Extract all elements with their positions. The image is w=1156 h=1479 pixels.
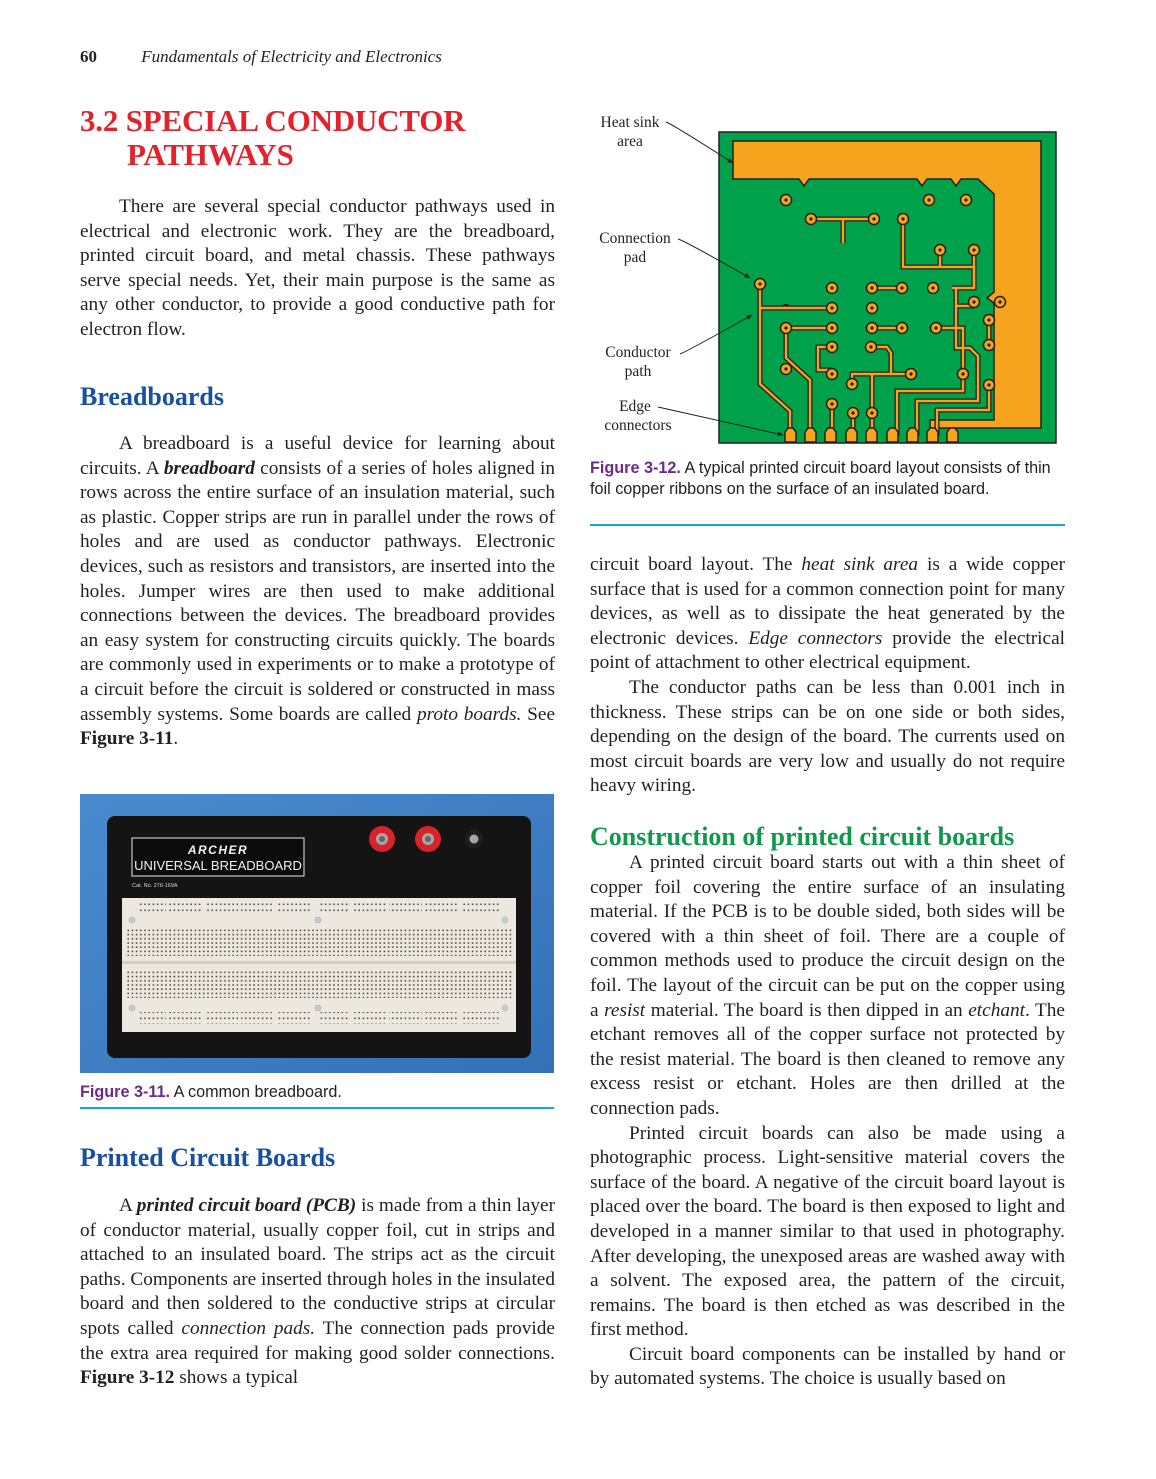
term-edge-connectors: Edge connectors bbox=[748, 627, 883, 649]
svg-text:Cat. No. 276-169A: Cat. No. 276-169A bbox=[132, 883, 178, 889]
term-resist: resist bbox=[604, 999, 646, 1021]
breadboards-heading: Breadboards bbox=[80, 382, 224, 411]
callout-connection-pad-line1: Connection bbox=[599, 230, 671, 247]
callout-conductor-path-line1: Conductor bbox=[605, 344, 671, 361]
breadboard-image bbox=[80, 794, 554, 1073]
heat-sink-paragraph: circuit board layout. The heat sink area is a wide copper surface that is used for a common connection point for many devices, as well as to dissipate the heat generated by the electronic devices. Edge connectors provide the electrical point of attachment to other electrical equipment. bbox=[590, 554, 1066, 674]
intro-text: There are several special conductor pathways used in electrical and electronic work. They are the breadboard, printed circuit board, and metal chassis. These pathways serve special needs. Yet, their main purpose is the same as any other conductor, to provide a good conductive path for electron flow. bbox=[80, 196, 555, 340]
term-pcb: printed circuit board (PCB) bbox=[136, 1195, 357, 1216]
term-breadboard: breadboard bbox=[163, 457, 255, 479]
figure-3-11-label: Figure 3-11. bbox=[80, 1083, 170, 1101]
figure-3-12-reference: Figure 3-12 bbox=[80, 1367, 175, 1389]
callout-heat-sink-line1: Heat sink bbox=[600, 114, 660, 131]
pcb-diagram bbox=[590, 108, 1065, 453]
svg-text:UNIVERSAL BREADBOARD: UNIVERSAL BREADBOARD bbox=[134, 858, 302, 873]
callout-conductor-path-line2: path bbox=[624, 363, 652, 380]
section-title bbox=[80, 104, 560, 172]
pcb-heading: Printed Circuit Boards bbox=[80, 1143, 336, 1172]
thickness-paragraph: The conductor paths can be less than 0.001 inch in thickness. These strips can be on one side or both sides, depending on the design of the board. The currents used on most circuit boards are very low and usually do not require heavy wiring. bbox=[590, 676, 1065, 797]
callout-connection-pad-line2: pad bbox=[623, 249, 647, 266]
breadboards-paragraph bbox=[80, 432, 555, 752]
section-title-line1: 3.2 SPECIAL CONDUCTOR bbox=[80, 103, 466, 138]
figure-3-11-reference: Figure 3-11 bbox=[80, 728, 174, 750]
pcb-text: A printed circuit board (PCB) is made from a thin layer of conductor material, usually copper foil, cut in strips and attached to an insulated board. The strips act as the circuit paths. Components are inserted through holes in the insulated board and then soldered to the conductive strips at circular spots called connection pads. The connection pads provide the extra area required for making good solder connections. Figure 3-12 shows a typical bbox=[80, 1195, 555, 1389]
section-title-line2: PATHWAYS bbox=[127, 137, 294, 172]
construction-heading: Construction of printed circuit boards bbox=[590, 822, 1015, 851]
breadboards-text: A breadboard is a useful device for learning about circuits. A breadboard consists of a series of holes aligned in rows across the entire surface of an insulation material, such as plastic. Copper strips are run in parallel under the rows of holes and are used as conductor pathways. Electronic devices, such as resistors and transistors, are inserted into the holes. Jumper wires are then used to make additional connections between the devices. The breadboard provides an easy system for constructing circuits quickly. The boards are commonly used in experiments or to make a prototype of a circuit before the circuit is soldered or constructed in mass assembly systems. Some boards are called proto boards. See Figure 3-11. bbox=[80, 433, 555, 750]
figure-3-11-caption bbox=[80, 1082, 554, 1103]
pcb-layout-image bbox=[590, 108, 1065, 453]
figure-3-12-caption-text: A typical printed circuit board layout consists of thin foil copper ribbons on the surface of an insulated board. bbox=[590, 459, 1051, 498]
pcb-paragraph bbox=[80, 1194, 555, 1391]
book-title: Fundamentals of Electricity and Electronics bbox=[141, 47, 442, 66]
callout-heat-sink-line2: area bbox=[617, 133, 643, 150]
term-etchant: etchant bbox=[968, 999, 1025, 1021]
pcb-continuation bbox=[590, 553, 1065, 799]
figure-3-11-caption-text: A common breadboard. bbox=[169, 1083, 342, 1101]
running-head bbox=[80, 47, 442, 67]
intro-paragraph bbox=[80, 195, 555, 343]
construction-paragraph-2: Printed circuit boards can also be made using a photographic process. Light-sensitive material covers the surface of the board. A negative of the circuit board layout is placed over the board. The board is then exposed to light and developed in a manner similar to that used in photography. After developing, the unexposed areas are washed away with a solvent. The exposed area, the pattern of the circuit, remains. The board is then etched as was described in the first method. bbox=[590, 1122, 1065, 1341]
figure-3-11-rule bbox=[80, 1107, 554, 1109]
figure-3-12-label: Figure 3-12. bbox=[590, 459, 681, 477]
callout-edge-connectors-line1: Edge bbox=[619, 398, 651, 415]
page-number: 60 bbox=[80, 47, 97, 66]
construction-paragraph-1: A printed circuit board starts out with a thin sheet of copper foil covering the entire surface of an insulating material. If the PCB is to be double sided, both sides will be covered with a thin sheet of foil. There are a couple of common methods used to produce the circuit design on the foil. The layout of the circuit can be put on the copper using a resist material. The board is then dipped in an etchant. The etchant removes all of the copper surface not protected by the resist material. The board is then cleaned to remove any excess resist or etchant. Holes are then drilled at the connection pads. bbox=[590, 852, 1065, 1119]
callout-edge-connectors-line2: connectors bbox=[604, 417, 672, 434]
term-heat-sink-area: heat sink area bbox=[801, 554, 919, 575]
figure-3-12-rule bbox=[590, 524, 1065, 526]
svg-text:ARCHER: ARCHER bbox=[187, 843, 249, 857]
figure-3-12-caption bbox=[590, 458, 1065, 499]
construction-text bbox=[590, 851, 1065, 1392]
breadboard-photo bbox=[80, 794, 554, 1073]
construction-paragraph-3: Circuit board components can be installed by hand or by automated systems. The choice is usually based on bbox=[590, 1343, 1065, 1390]
